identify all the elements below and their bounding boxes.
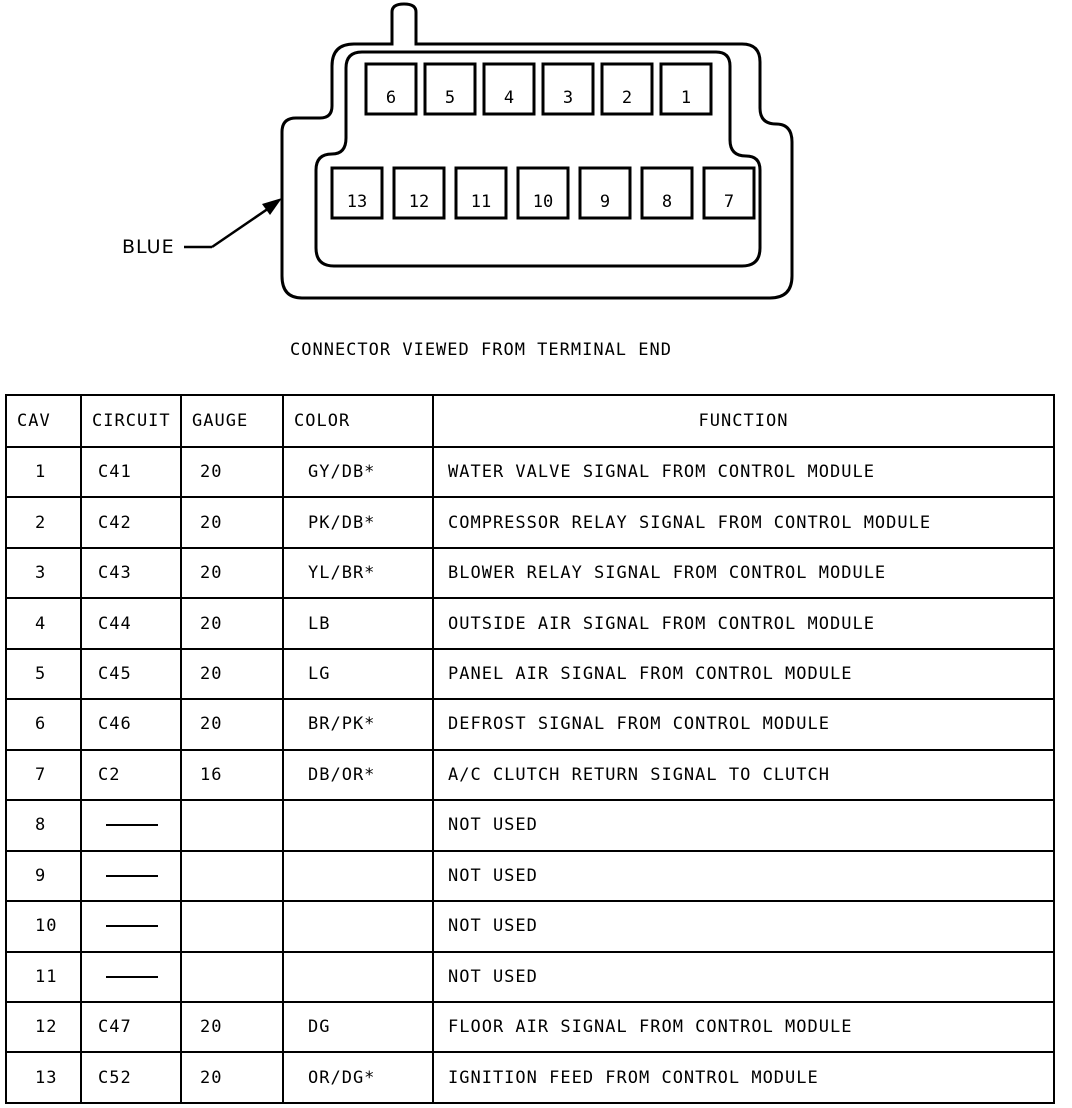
svg-text:8: 8 (661, 192, 673, 212)
header-color: COLOR (283, 395, 433, 447)
svg-text:7: 7 (723, 192, 735, 212)
connector-caption: CONNECTOR VIEWED FROM TERMINAL END (290, 340, 672, 360)
svg-text:3: 3 (562, 88, 574, 108)
cell-gauge: 16 (181, 750, 283, 800)
svg-text:10: 10 (532, 192, 554, 212)
cell-color: LG (283, 649, 433, 699)
cell-gauge: 20 (181, 598, 283, 648)
svg-text:4: 4 (503, 88, 515, 108)
table-row (6, 800, 1054, 850)
header-cav: CAV (6, 395, 81, 447)
cell-gauge: 20 (181, 699, 283, 749)
table-row (6, 598, 1054, 648)
cell-circuit: C44 (81, 598, 181, 648)
cell-function: WATER VALVE SIGNAL FROM CONTROL MODULE (433, 447, 1054, 497)
table-row (6, 1002, 1054, 1052)
pin-top-1 (661, 64, 711, 114)
svg-text:9: 9 (599, 192, 611, 212)
cell-color: OR/DG* (283, 1052, 433, 1103)
cell-circuit (81, 952, 181, 1002)
cell-function: BLOWER RELAY SIGNAL FROM CONTROL MODULE (433, 548, 1054, 598)
cell-circuit: C52 (81, 1052, 181, 1103)
table-row (6, 952, 1054, 1002)
cell-function: OUTSIDE AIR SIGNAL FROM CONTROL MODULE (433, 598, 1054, 648)
svg-text:1: 1 (680, 88, 692, 108)
cell-cav: 4 (6, 598, 81, 648)
unused-dash (106, 824, 158, 826)
pin-table (5, 394, 1055, 1104)
pin-top-5 (425, 64, 475, 114)
svg-text:5: 5 (444, 88, 456, 108)
pin-bottom-11 (456, 168, 506, 218)
pin-top-2 (602, 64, 652, 114)
svg-text:11: 11 (470, 192, 492, 212)
cell-circuit: C47 (81, 1002, 181, 1052)
cell-cav: 8 (6, 800, 81, 850)
cell-color: PK/DB* (283, 497, 433, 547)
cell-circuit: C42 (81, 497, 181, 547)
svg-text:13: 13 (346, 192, 368, 212)
table-row (6, 497, 1054, 547)
cell-function: FLOOR AIR SIGNAL FROM CONTROL MODULE (433, 1002, 1054, 1052)
svg-text:2: 2 (621, 88, 633, 108)
table-row (6, 1052, 1054, 1103)
cell-color (283, 851, 433, 901)
cell-cav: 9 (6, 851, 81, 901)
table-row (6, 649, 1054, 699)
cell-gauge: 20 (181, 1052, 283, 1103)
cell-function: A/C CLUTCH RETURN SIGNAL TO CLUTCH (433, 750, 1054, 800)
cell-function: IGNITION FEED FROM CONTROL MODULE (433, 1052, 1054, 1103)
cell-function: NOT USED (433, 901, 1054, 951)
cell-circuit (81, 851, 181, 901)
cell-cav: 12 (6, 1002, 81, 1052)
cell-color (283, 800, 433, 850)
cell-color: BR/PK* (283, 699, 433, 749)
cell-circuit: C46 (81, 699, 181, 749)
cell-cav: 1 (6, 447, 81, 497)
pin-bottom-7 (704, 168, 754, 218)
table-row (6, 901, 1054, 951)
pin-top-3 (543, 64, 593, 114)
svg-text:12: 12 (408, 192, 430, 212)
table-header-row (6, 395, 1054, 447)
cell-circuit: C41 (81, 447, 181, 497)
cell-function: DEFROST SIGNAL FROM CONTROL MODULE (433, 699, 1054, 749)
connector-diagram (0, 0, 1072, 330)
connector-housing (282, 4, 792, 298)
cell-function: NOT USED (433, 800, 1054, 850)
cell-color: DG (283, 1002, 433, 1052)
cell-color: LB (283, 598, 433, 648)
cell-cav: 5 (6, 649, 81, 699)
cell-gauge: 20 (181, 497, 283, 547)
cell-gauge (181, 952, 283, 1002)
cell-circuit (81, 901, 181, 951)
cell-circuit: C43 (81, 548, 181, 598)
unused-dash (106, 976, 158, 978)
cell-function: NOT USED (433, 952, 1054, 1002)
pin-bottom-13 (332, 168, 382, 218)
cell-gauge: 20 (181, 548, 283, 598)
table-row (6, 750, 1054, 800)
cell-cav: 6 (6, 699, 81, 749)
header-gauge: GAUGE (181, 395, 283, 447)
cell-color: DB/OR* (283, 750, 433, 800)
connector-color-label: BLUE (122, 236, 175, 258)
cell-gauge: 20 (181, 649, 283, 699)
blue-leader-arrow-icon (184, 198, 282, 247)
svg-text:6: 6 (385, 88, 397, 108)
pin-top-6 (366, 64, 416, 114)
cell-function: COMPRESSOR RELAY SIGNAL FROM CONTROL MODULE (433, 497, 1054, 547)
unused-dash (106, 875, 158, 877)
cell-gauge: 20 (181, 447, 283, 497)
pin-bottom-10 (518, 168, 568, 218)
cell-color: GY/DB* (283, 447, 433, 497)
table-row (6, 548, 1054, 598)
cell-circuit (81, 800, 181, 850)
cell-gauge (181, 800, 283, 850)
table-row (6, 851, 1054, 901)
cell-gauge (181, 851, 283, 901)
cell-circuit: C45 (81, 649, 181, 699)
header-circuit: CIRCUIT (81, 395, 181, 447)
cell-gauge (181, 901, 283, 951)
header-function: FUNCTION (433, 395, 1054, 447)
pin-bottom-12 (394, 168, 444, 218)
cell-cav: 13 (6, 1052, 81, 1103)
table-row (6, 699, 1054, 749)
cell-cav: 10 (6, 901, 81, 951)
table-body (6, 447, 1054, 1103)
cell-function: NOT USED (433, 851, 1054, 901)
cell-color (283, 952, 433, 1002)
cell-color: YL/BR* (283, 548, 433, 598)
connector-inner-cavity (316, 52, 760, 266)
cell-gauge: 20 (181, 1002, 283, 1052)
cell-circuit: C2 (81, 750, 181, 800)
table-row (6, 447, 1054, 497)
cell-cav: 11 (6, 952, 81, 1002)
pin-bottom-9 (580, 168, 630, 218)
cell-function: PANEL AIR SIGNAL FROM CONTROL MODULE (433, 649, 1054, 699)
cell-cav: 3 (6, 548, 81, 598)
cell-cav: 7 (6, 750, 81, 800)
cell-color (283, 901, 433, 951)
cell-cav: 2 (6, 497, 81, 547)
pin-bottom-8 (642, 168, 692, 218)
pin-top-4 (484, 64, 534, 114)
unused-dash (106, 925, 158, 927)
